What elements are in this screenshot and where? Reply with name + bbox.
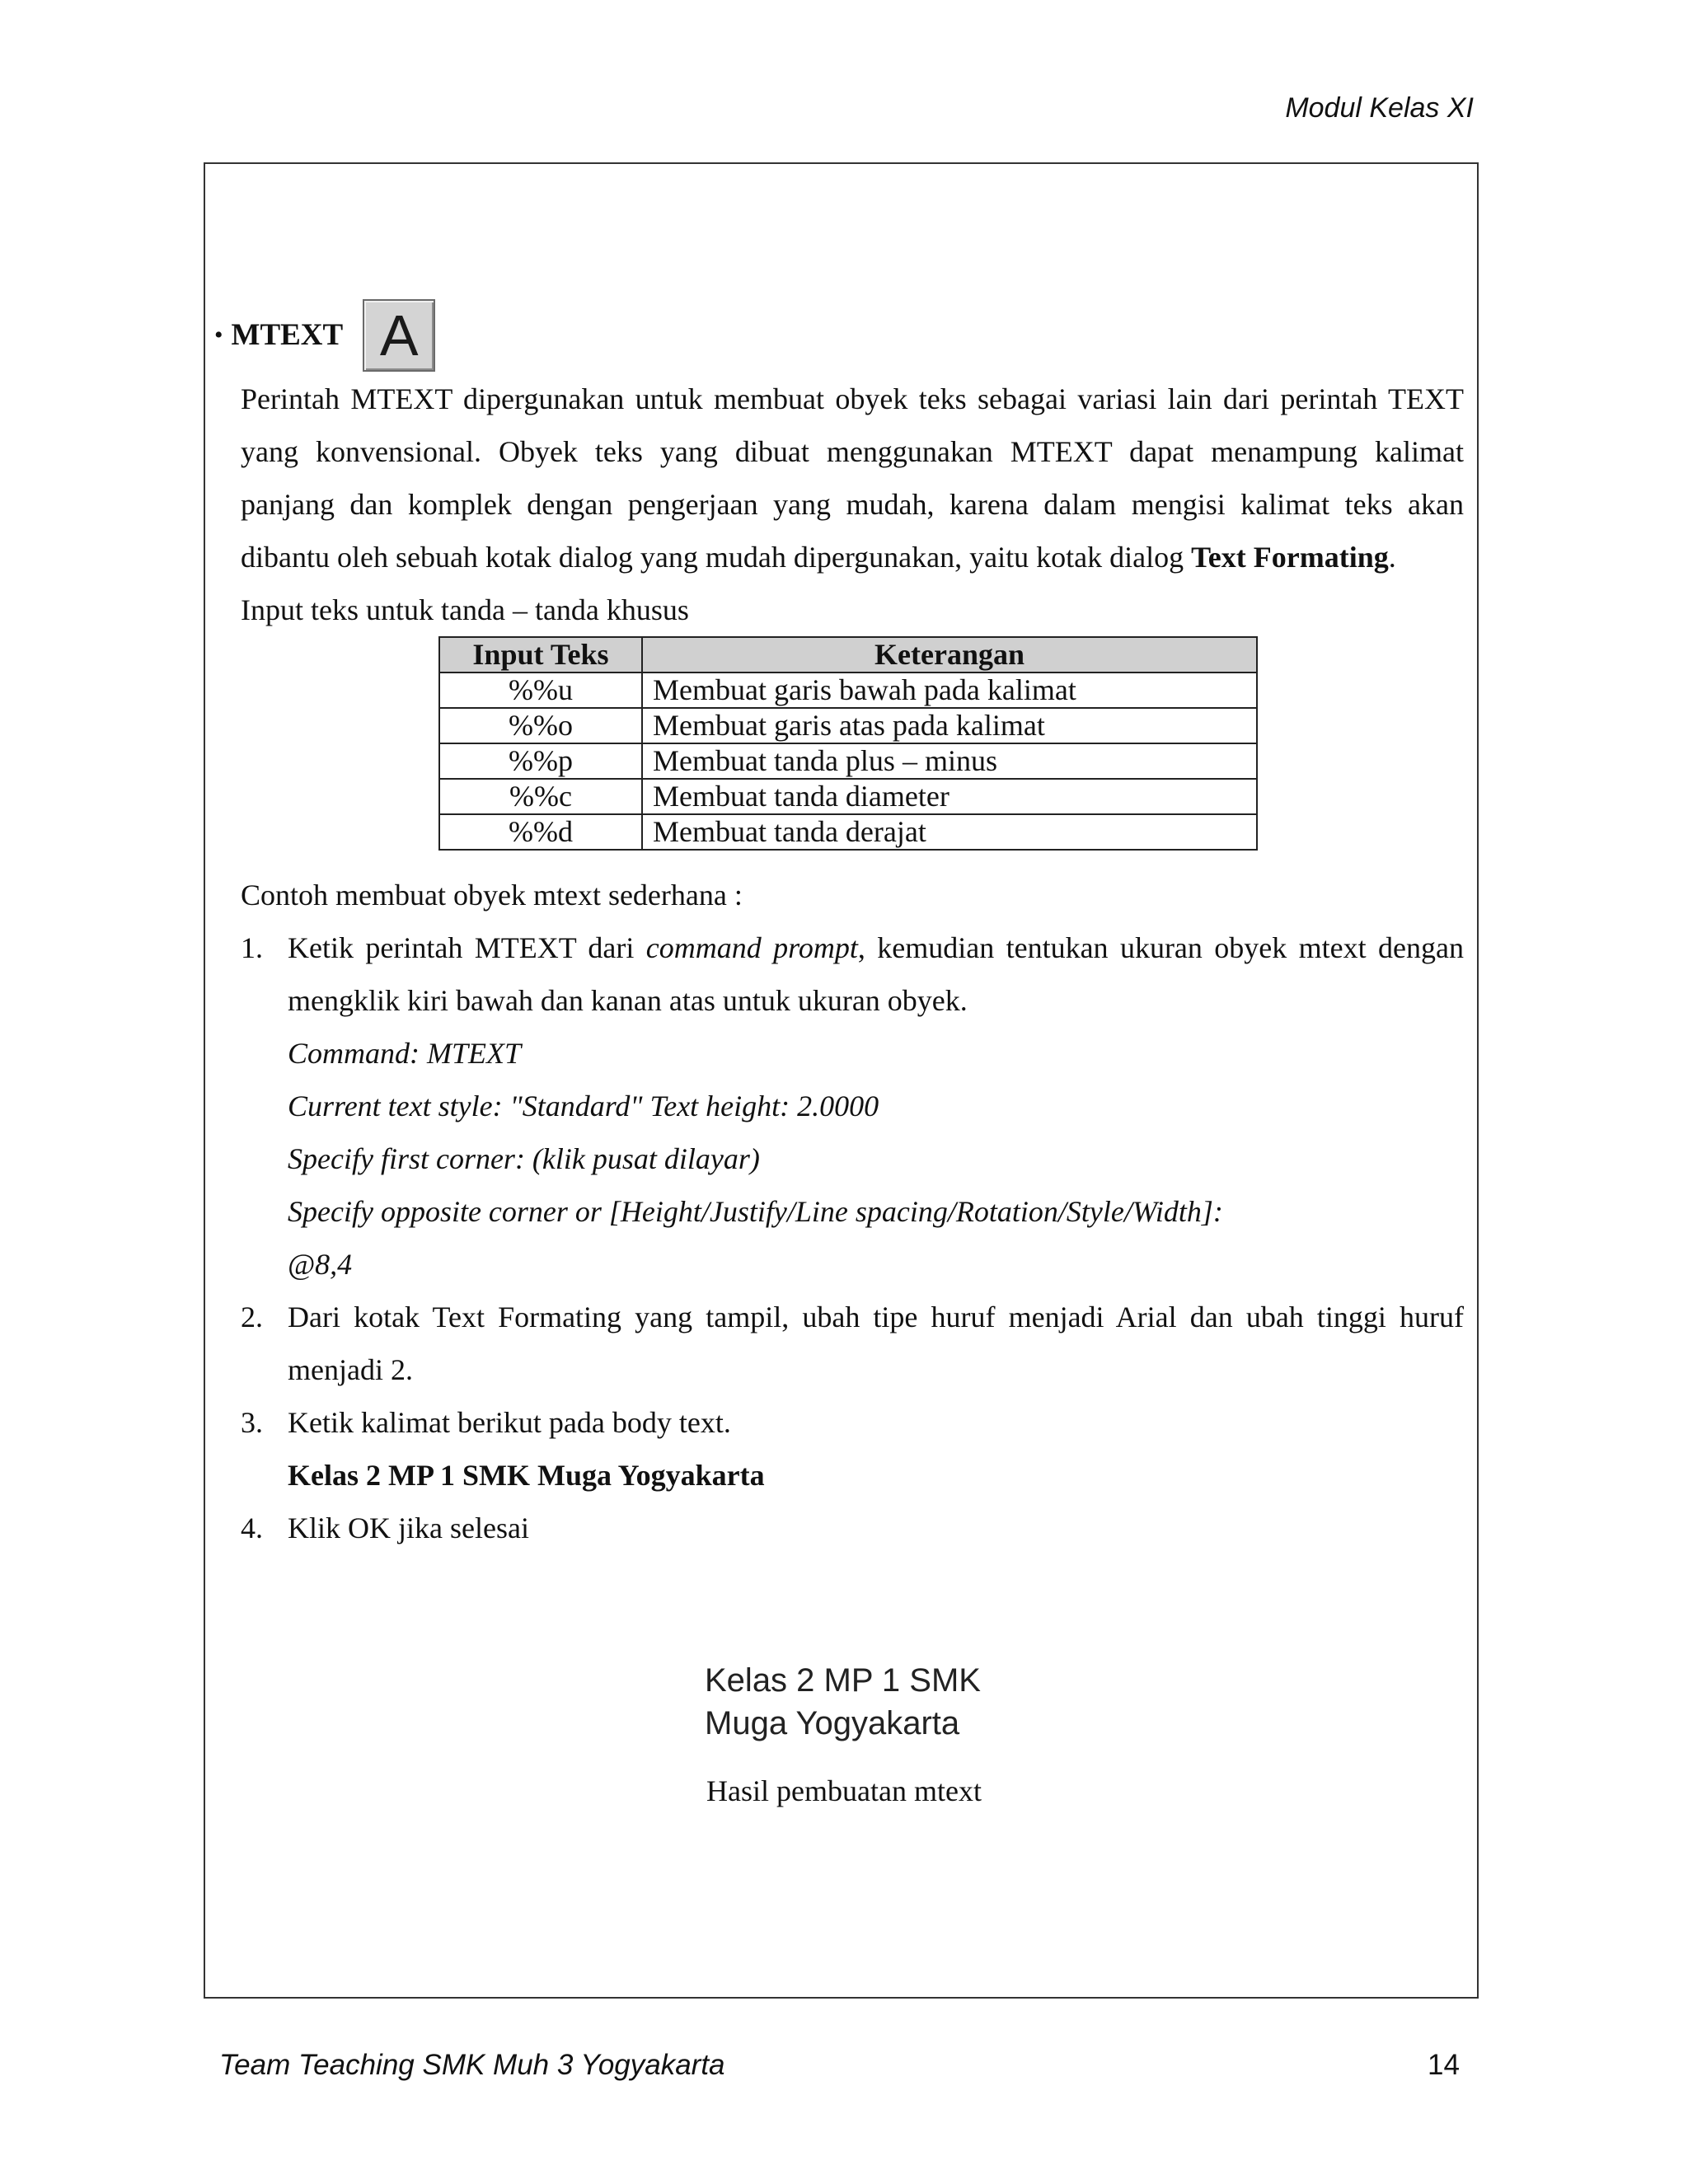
steps-list — [241, 921, 1464, 1027]
steps-list — [241, 1502, 1464, 1554]
step-number: 2. — [241, 1301, 263, 1333]
header-input: Input Teks — [439, 637, 642, 673]
input-description: Membuat garis bawah pada kalimat — [642, 673, 1257, 708]
command-line: Specify opposite corner or [Height/Justify/Line spacing/Rotation/Style/Width]: — [288, 1195, 1223, 1228]
step-text: Klik OK jika selesai — [288, 1511, 529, 1544]
section-heading — [214, 298, 1464, 373]
input-code: %%p — [439, 743, 642, 779]
step-number: 4. — [241, 1511, 263, 1544]
command-line: Specify first corner: (klik pusat dilayar) — [288, 1142, 760, 1175]
step-italic: command prompt — [645, 931, 858, 964]
intro-main: Perintah MTEXT dipergunakan untuk membuat obyek teks sebagai variasi lain dari perintah TEXT yang konvensional. Obyek teks yang dibuat menggunakan MTEXT dapat menampung kalimat panjang dan komplek dengan pengerjaan yang mudah, karena dalam mengisi kalimat teks akan dibantu oleh sebuah kotak dialog yang mudah dipergunakan, yaitu kotak dialog — [241, 382, 1464, 574]
intro-bold: Text Formating — [1191, 541, 1389, 574]
step-text: Ketik kalimat berikut pada body text. — [288, 1406, 731, 1439]
table-row — [439, 814, 1257, 850]
step-text: , kemudian tentukan ukuran obyek mtext dengan mengklik kiri bawah dan kanan atas untuk ukuran obyek. — [288, 931, 1464, 1017]
figure-caption: Hasil pembuatan mtext — [706, 1774, 982, 1807]
section-title: MTEXT — [231, 318, 344, 352]
table-row — [439, 743, 1257, 779]
sample-text: Kelas 2 MP 1 SMK Muga Yogyakarta — [288, 1459, 765, 1492]
mtext-tool-icon: A — [363, 299, 435, 372]
example-intro: Contoh membuat obyek mtext sederhana : — [241, 879, 743, 912]
step-item — [241, 1396, 1464, 1449]
header-description: Keterangan — [642, 637, 1257, 673]
special-chars-table — [438, 636, 1258, 851]
command-line: Current text style: "Standard" Text height: 2.0000 — [288, 1090, 879, 1122]
step-item — [241, 1502, 1464, 1554]
steps-list — [241, 1291, 1464, 1449]
result-line: Kelas 2 MP 1 SMK — [705, 1662, 981, 1699]
input-code: %%u — [439, 673, 642, 708]
input-code: %%o — [439, 708, 642, 743]
page-content — [214, 298, 1464, 1554]
input-description: Membuat tanda plus – minus — [642, 743, 1257, 779]
table-row — [439, 708, 1257, 743]
table-intro: Input teks untuk tanda – tanda khusus — [241, 593, 689, 626]
page-number: 14 — [1428, 2049, 1460, 2081]
table-row — [439, 779, 1257, 814]
footer-author: Team Teaching SMK Muh 3 Yogyakarta — [219, 2049, 725, 2081]
input-code: %%c — [439, 779, 642, 814]
bullet: • — [214, 321, 223, 349]
step-number: 1. — [241, 931, 263, 964]
step-number: 3. — [241, 1406, 263, 1439]
table-header-row — [439, 637, 1257, 673]
command-line: @8,4 — [288, 1248, 353, 1281]
step-text: Dari kotak Text Formating yang tampil, ubah tipe huruf menjadi Arial dan ubah tinggi huruf menjadi 2. — [288, 1301, 1464, 1386]
step-text: Ketik perintah MTEXT dari — [288, 931, 646, 964]
step-item — [241, 921, 1464, 1027]
intro-paragraph — [241, 373, 1464, 583]
table-row — [439, 673, 1257, 708]
result-line: Muga Yogyakarta — [705, 1705, 960, 1741]
input-description: Membuat garis atas pada kalimat — [642, 708, 1257, 743]
running-header: Modul Kelas XI — [1285, 92, 1474, 124]
command-line: Command: MTEXT — [288, 1037, 522, 1070]
input-description: Membuat tanda derajat — [642, 814, 1257, 850]
input-code: %%d — [439, 814, 642, 850]
mtext-result — [705, 1659, 981, 1745]
input-description: Membuat tanda diameter — [642, 779, 1257, 814]
step-item — [241, 1291, 1464, 1396]
intro-end: . — [1388, 541, 1396, 574]
